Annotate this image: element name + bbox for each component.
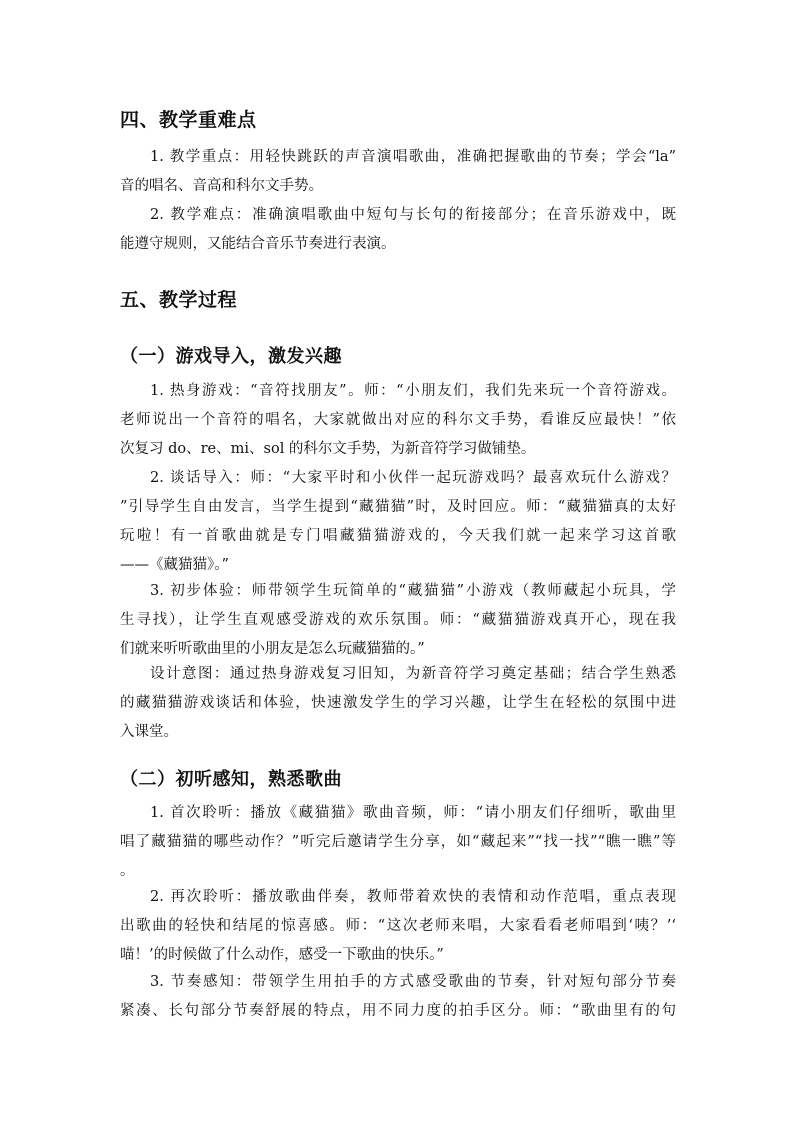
text-line: 出歌曲的轻快和结尾的惊喜感。师：“这次老师来唱，大家看看老师唱到‘咦？’‘ — [120, 918, 676, 934]
paragraph-conversation-intro — [120, 464, 676, 580]
text-line: ——《藏猫猫》。” — [120, 557, 229, 573]
text-line: 生寻找），让学生直观感受游戏的欢乐氛围。师：“藏猫猫游戏真开心，现在我 — [120, 612, 676, 628]
paragraph-first-listen — [120, 799, 676, 886]
text-line: 设计意图：通过热身游戏复习旧知，为新音符学习奠定基础；结合学生熟悉 — [150, 666, 676, 682]
paragraph-warmup-game — [120, 377, 676, 464]
paragraph-rhythm-perception — [120, 968, 676, 1026]
text-line: 3. 节奏感知：带领学生用拍手的方式感受歌曲的节奏，针对短句部分节奏 — [150, 974, 676, 990]
text-line: ”引导学生自由发言，当学生提到“藏猫猫”时，及时回应。师：“藏猫猫真的太好 — [120, 499, 676, 515]
text-line: 能遵守规则，又能结合音乐节奏进行表演。 — [120, 236, 396, 252]
text-line: 。 — [120, 863, 135, 879]
text-line: 玩啦！有一首歌曲就是专门唱藏猫猫游戏的，今天我们就一起来学习这首歌 — [120, 528, 676, 544]
text-line: 1. 热身游戏：“音符找朋友”。师：“小朋友们，我们先来玩一个音符游戏。 — [150, 383, 676, 399]
text-line: 2. 教学难点：准确演唱歌曲中短句与长句的衔接部分；在音乐游戏中，既 — [150, 207, 676, 223]
text-line: 老师说出一个音符的唱名，大家就做出对应的科尔文手势，看谁反应最快！”依 — [120, 412, 676, 428]
section-heading-key-points: 四、教学重难点 — [120, 109, 257, 131]
text-line: 喵！’的时候做了什么动作，感受一下歌曲的快乐。” — [120, 947, 444, 963]
section-heading-teaching-process: 五、教学过程 — [120, 289, 238, 311]
text-line: 音的唱名、音高和科尔文手势。 — [120, 178, 323, 194]
paragraph-key-point — [120, 143, 676, 201]
text-line: 1. 教学重点：用轻快跳跃的声音演唱歌曲，准确把握歌曲的节奏；学会“la” — [150, 149, 676, 165]
text-line: 紧凑、长句部分节奏舒展的特点，用不同力度的拍手区分。师：“歌曲里有的句 — [120, 1003, 676, 1019]
text-line: 3. 初步体验：师带领学生玩简单的“藏猫猫”小游戏（教师藏起小玩具，学 — [150, 583, 676, 599]
subsection-heading-first-listening: （二）初听感知，熟悉歌曲 — [120, 769, 342, 790]
paragraph-difficult-point — [120, 201, 676, 259]
text-line: 的藏猫猫游戏谈话和体验，快速激发学生的学习兴趣，让学生在轻松的氛围中进 — [120, 695, 676, 711]
paragraph-second-listen — [120, 883, 676, 970]
subsection-heading-game-intro: （一）游戏导入，激发兴趣 — [120, 346, 342, 367]
text-line: 2. 谈话导入：师：“大家平时和小伙伴一起玩游戏吗？最喜欢玩什么游戏？ — [150, 470, 676, 486]
text-line: 入课堂。 — [120, 724, 178, 740]
text-line: 们就来听听歌曲里的小朋友是怎么玩藏猫猫的。” — [120, 641, 425, 657]
text-line: 唱了藏猫猫的哪些动作？”听完后邀请学生分享，如“藏起来”“找一找”“瞧一瞧”等 — [120, 834, 676, 850]
paragraph-first-experience — [120, 577, 676, 664]
paragraph-design-intent — [120, 660, 676, 747]
text-line: 次复习 do、re、mi、sol 的科尔文手势，为新音符学习做铺垫。 — [120, 441, 536, 457]
text-line: 2. 再次聆听：播放歌曲伴奏，教师带着欢快的表情和动作范唱，重点表现 — [150, 889, 676, 905]
text-line: 1. 首次聆听：播放《藏猫猫》歌曲音频，师：“请小朋友们仔细听，歌曲里 — [150, 805, 676, 821]
